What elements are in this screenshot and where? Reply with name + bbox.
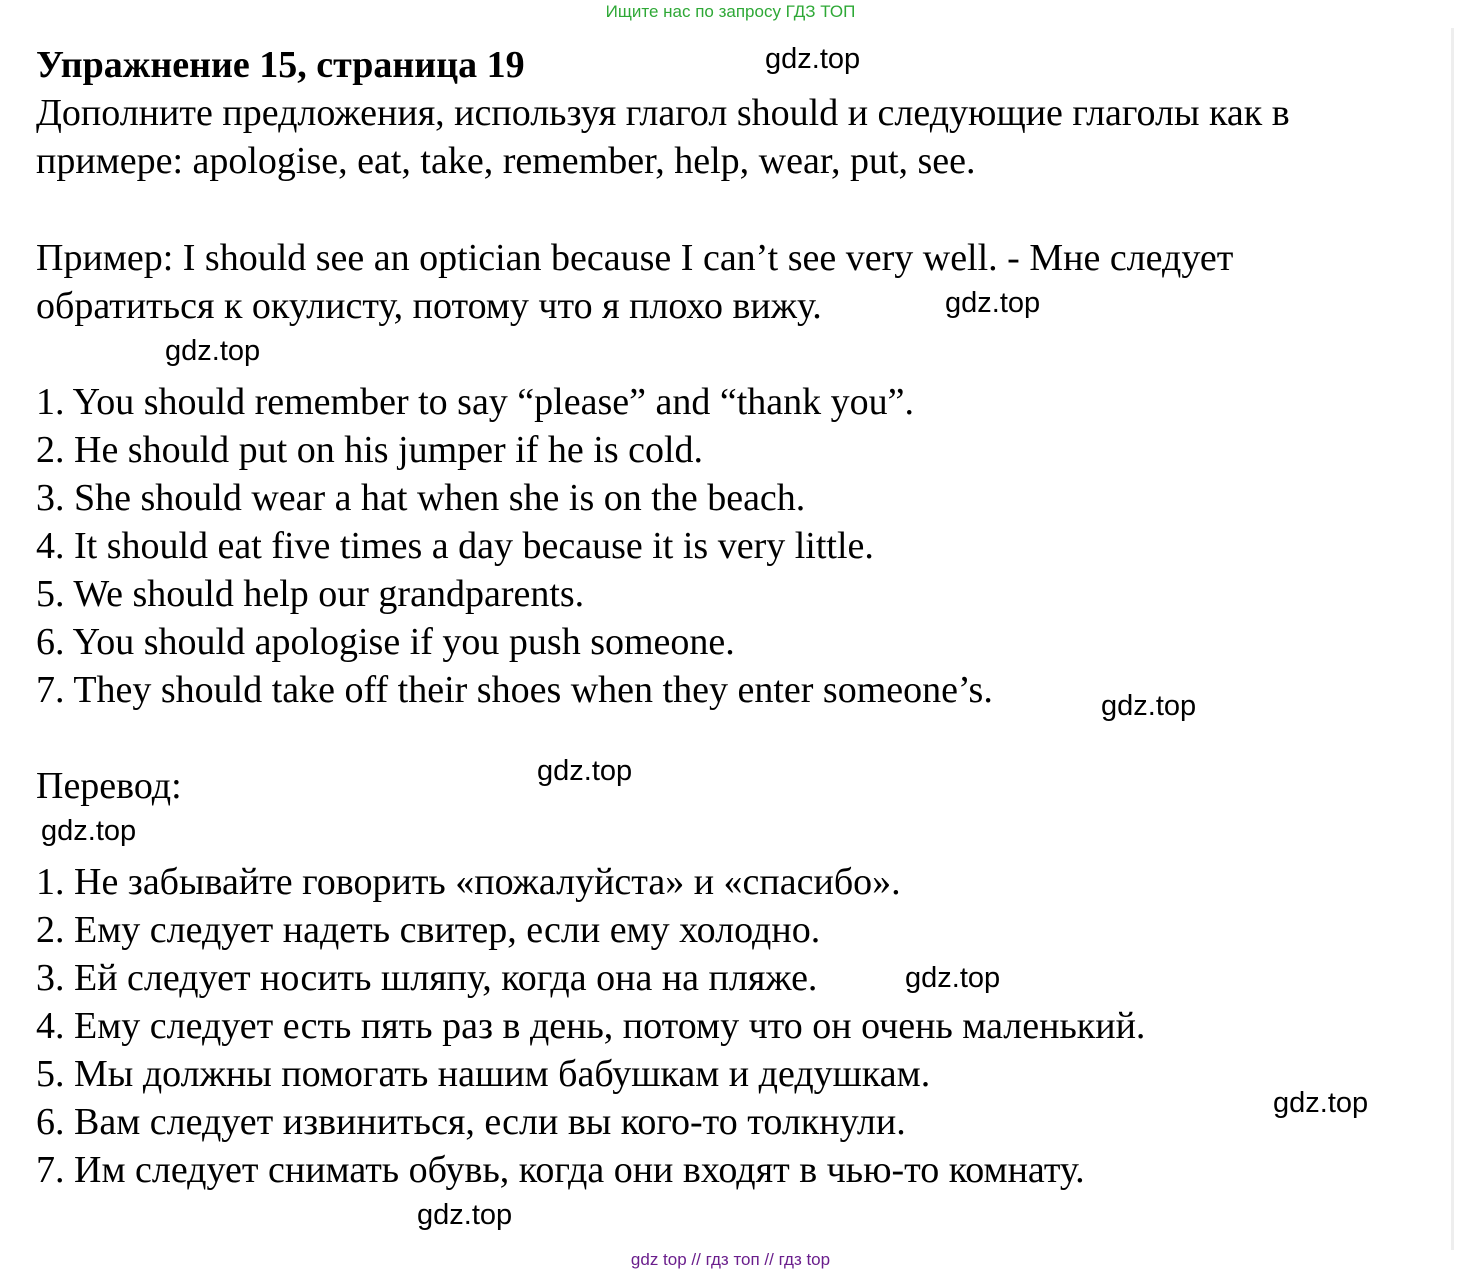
example-line-2: обратиться к окулисту, потому что я плохо вижу. [36, 285, 822, 327]
watermark: gdz.top [1101, 690, 1197, 722]
answer-6: 6. You should apologise if you push someone. [36, 621, 735, 663]
answer-7: 7. They should take off their shoes when they enter someone’s. [36, 669, 993, 711]
translation-1: 1. Не забывайте говорить «пожалуйста» и «спасибо». [36, 861, 901, 903]
example-line-1: Пример: I should see an optician because I can’t see very well. - Мне следует [36, 237, 1234, 279]
watermark: gdz.top [417, 1199, 513, 1231]
watermark: gdz.top [165, 335, 261, 367]
instruction-line-1: Дополните предложения, используя глагол should и следующие глаголы как в [36, 92, 1290, 134]
answer-5: 5. We should help our grandparents. [36, 573, 585, 615]
translation-2: 2. Ему следует надеть свитер, если ему холодно. [36, 909, 821, 951]
answer-3: 3. She should wear a hat when she is on the beach. [36, 477, 806, 519]
watermark: gdz.top [765, 43, 861, 75]
answer-2: 2. He should put on his jumper if he is cold. [36, 429, 704, 471]
translation-5: 5. Мы должны помогать нашим бабушкам и дедушкам. [36, 1053, 931, 1095]
exercise-title: Упражнение 15, страница 19 [36, 44, 525, 86]
instruction-line-2: примере: apologise, eat, take, remember, help, wear, put, see. [36, 140, 976, 182]
watermark: gdz.top [41, 815, 137, 847]
translation-4: 4. Ему следует есть пять раз в день, потому что он очень маленький. [36, 1005, 1146, 1047]
translation-7: 7. Им следует снимать обувь, когда они входят в чью-то комнату. [36, 1149, 1085, 1191]
watermark: gdz.top [1273, 1087, 1369, 1119]
footer-links[interactable]: gdz top // гдз топ // гдз top [630, 1250, 831, 1269]
watermark: gdz.top [945, 287, 1041, 319]
translation-heading: Перевод: [36, 765, 182, 807]
top-banner: Ищите нас по запросу ГДЗ ТОП [605, 2, 856, 21]
watermark: gdz.top [905, 962, 1001, 994]
translation-3: 3. Ей следует носить шляпу, когда она на пляже. [36, 957, 818, 999]
watermark: gdz.top [537, 755, 633, 787]
right-divider [1451, 28, 1454, 1250]
answer-4: 4. It should eat five times a day because it is very little. [36, 525, 874, 567]
answer-1: 1. You should remember to say “please” and “thank you”. [36, 381, 915, 423]
translation-6: 6. Вам следует извиниться, если вы кого-то толкнули. [36, 1101, 906, 1143]
